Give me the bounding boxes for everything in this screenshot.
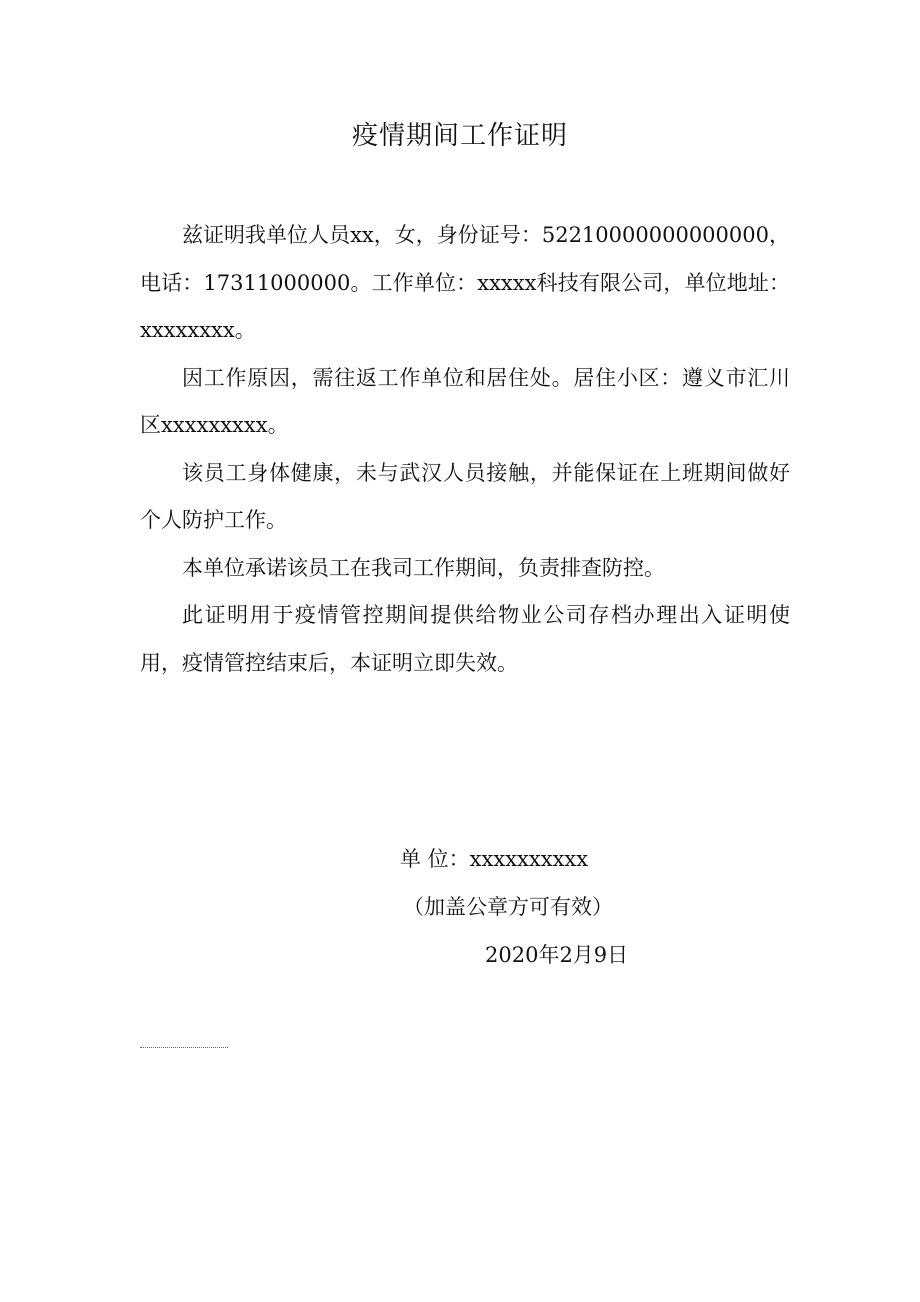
paragraph-health-statement: 该员工身体健康，未与武汉人员接触，并能保证在上班期间做好个人防护工作。 <box>140 460 790 532</box>
paragraph-company-commitment: 本单位承诺该员工在我司工作期间，负责排查防控。 <box>182 555 665 580</box>
document-title: 疫情期间工作证明 <box>351 121 568 151</box>
paragraph-certification: 兹证明我单位人员xx，女，身份证号：52210000000000000，电话：17311000000。工作单位：xxxxx科技有限公司，单位地址：xxxxxxxx。 <box>140 223 790 342</box>
document-body <box>140 212 790 687</box>
signature-seal-note: （加盖公章方可有效） <box>403 895 613 919</box>
signature-unit: 单 位：xxxxxxxxxx <box>400 847 589 871</box>
paragraph-validity: 此证明用于疫情管控期间提供给物业公司存档办理出入证明使用，疫情管控结束后，本证明立即失效。 <box>140 603 790 675</box>
signature-date: 2020年2月9日 <box>485 943 629 967</box>
paragraph-commute-reason: 因工作原因，需往返工作单位和居住处。居住小区：遵义市汇川区xxxxxxxxx。 <box>140 365 790 437</box>
footer-divider <box>140 1047 228 1048</box>
